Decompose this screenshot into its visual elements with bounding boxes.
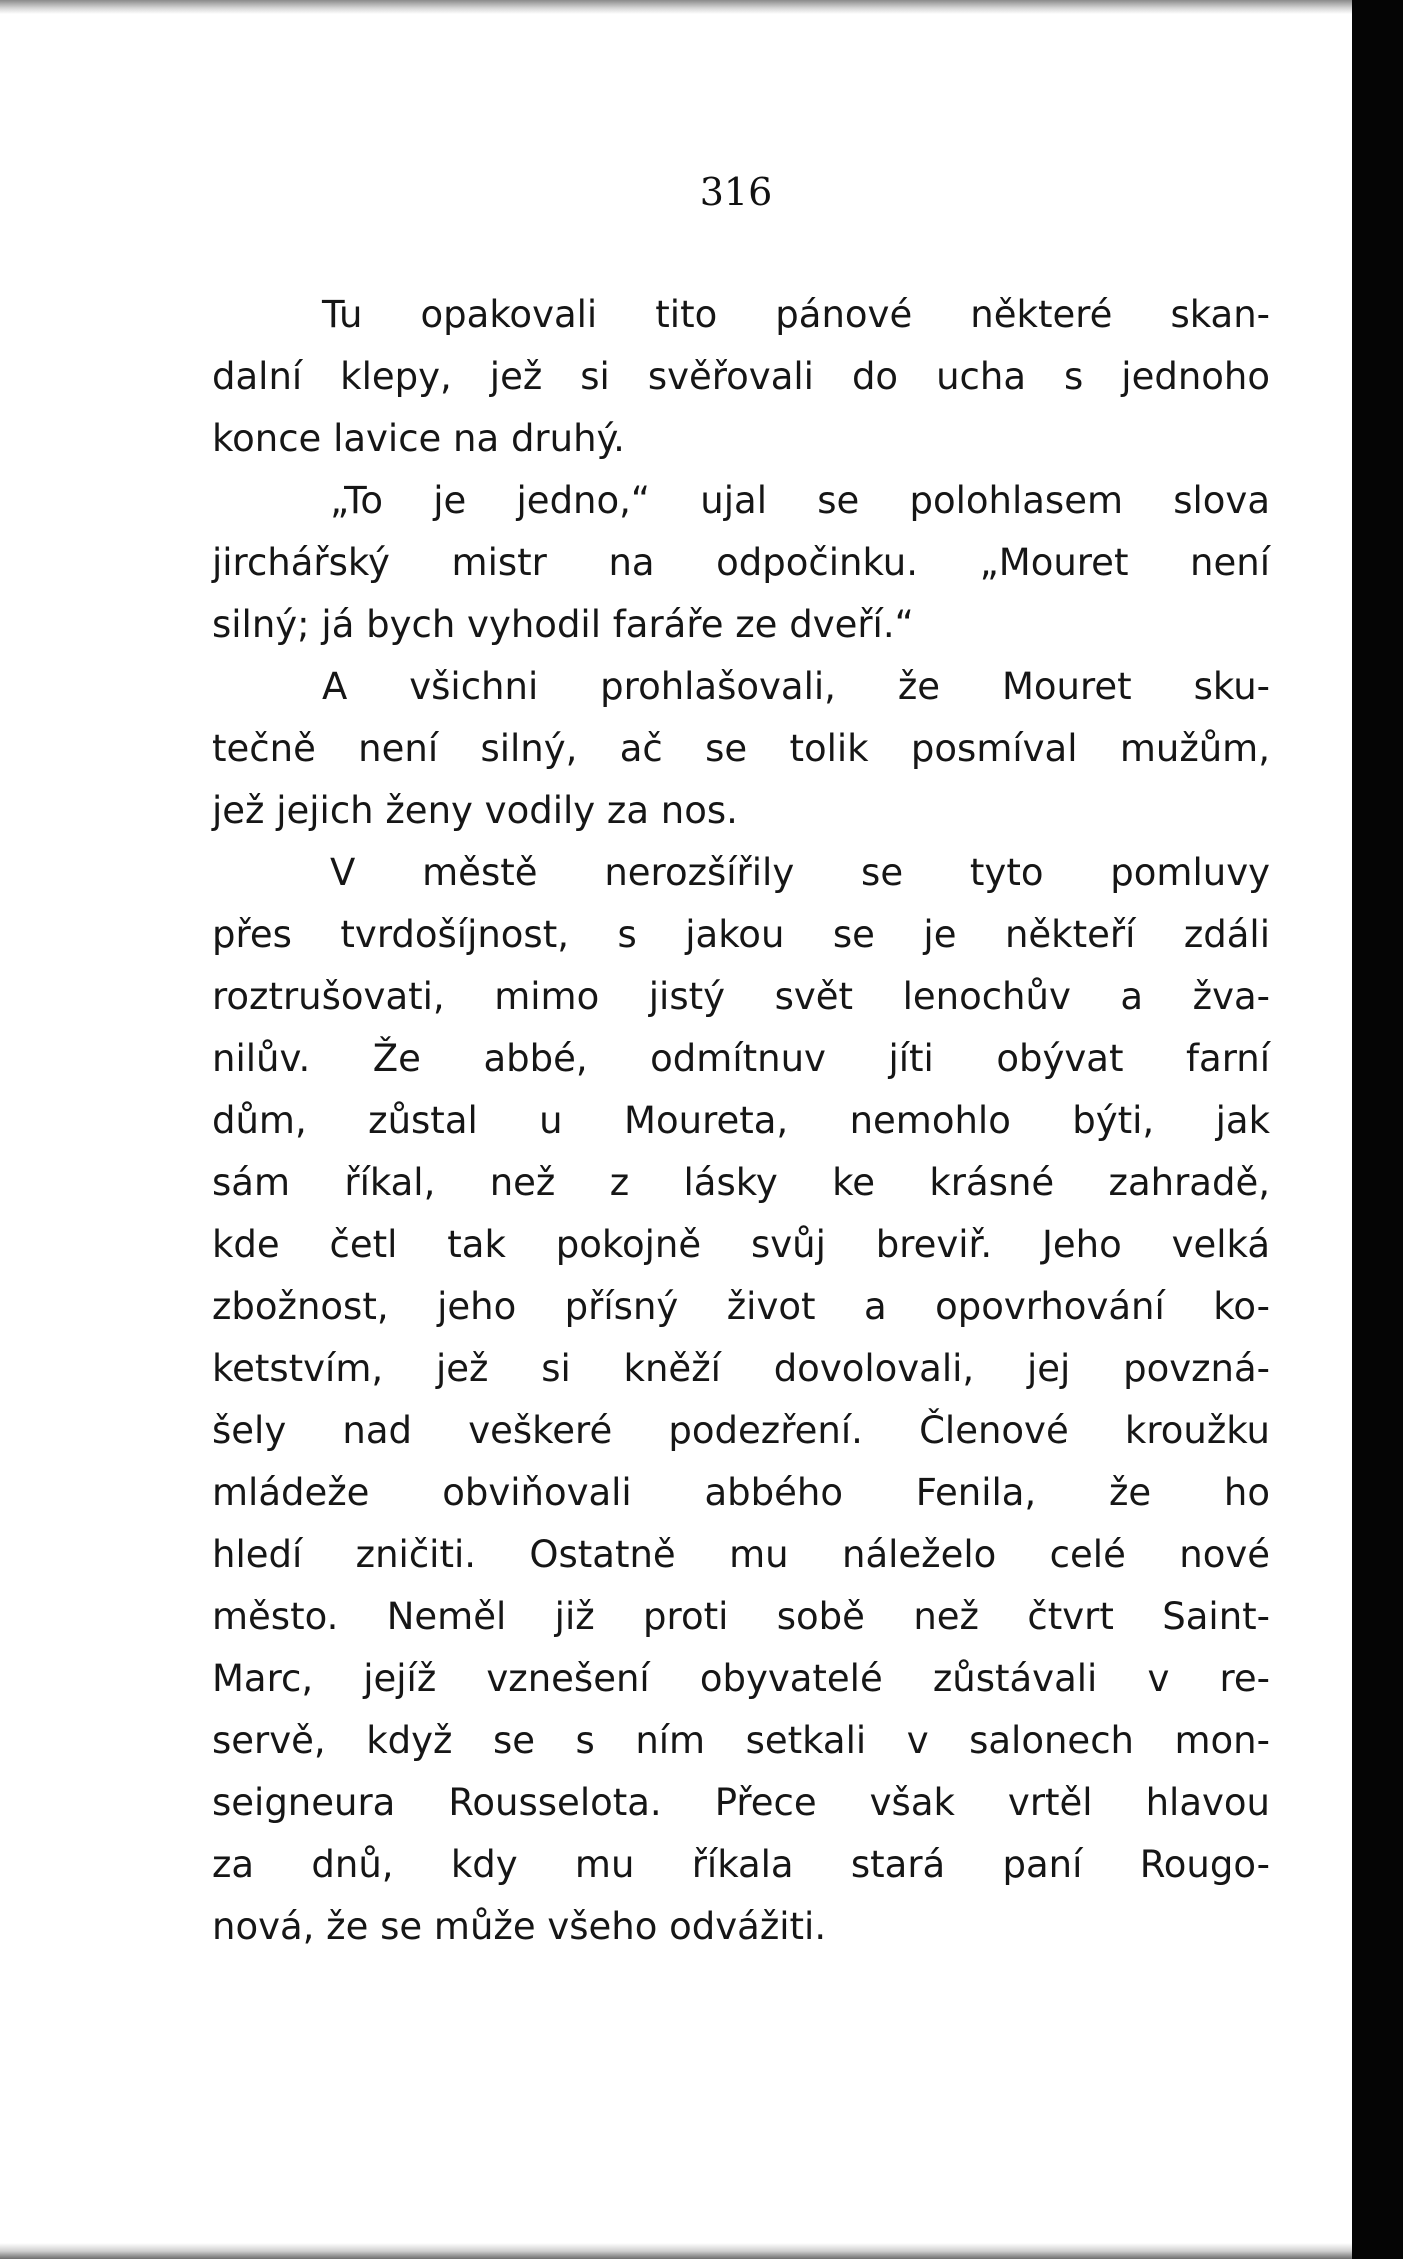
text-line: nilův. Že abbé, odmítnuv jíti obývat farní bbox=[212, 1037, 1270, 1080]
page-number: 316 bbox=[699, 170, 773, 214]
text-line: tečně není silný, ač se tolik posmíval mužům, bbox=[212, 727, 1270, 770]
text-line: dalní klepy, jež si svěřovali do ucha s jednoho bbox=[212, 355, 1270, 398]
text-line: Tu opakovali tito pánové některé skan- bbox=[322, 293, 1270, 336]
text-line: jež jejich ženy vodily za nos. bbox=[212, 789, 738, 832]
text-line: sám říkal, než z lásky ke krásné zahradě, bbox=[212, 1161, 1270, 1204]
text-line: kde četl tak pokojně svůj breviř. Jeho velká bbox=[212, 1223, 1270, 1266]
text-line: zbožnost, jeho přísný život a opovrhování ko- bbox=[212, 1285, 1270, 1328]
text-line: „To je jedno,“ ujal se polohlasem slova bbox=[330, 479, 1270, 522]
scan-bottom-shadow bbox=[0, 2243, 1352, 2259]
text-line: dům, zůstal u Moureta, nemohlo býti, jak bbox=[212, 1099, 1270, 1142]
text-line: seigneura Rousselota. Přece však vrtěl hlavou bbox=[212, 1781, 1270, 1824]
text-line: přes tvrdošíjnost, s jakou se je někteří zdáli bbox=[212, 913, 1270, 956]
text-line: V městě nerozšířily se tyto pomluvy bbox=[330, 851, 1270, 894]
text-line: šely nad veškeré podezření. Členové kroužku bbox=[212, 1409, 1270, 1452]
text-line: nová, že se může všeho odvážiti. bbox=[212, 1905, 827, 1948]
text-line: mládeže obviňovali abbého Fenila, že ho bbox=[212, 1471, 1270, 1514]
text-line: hledí zničiti. Ostatně mu náleželo celé nové bbox=[212, 1533, 1270, 1576]
scan-right-border bbox=[1352, 0, 1403, 2259]
text-line: jirchářský mistr na odpočinku. „Mouret není bbox=[212, 541, 1270, 584]
text-line: roztrušovati, mimo jistý svět lenochův a žva- bbox=[212, 975, 1270, 1018]
page-text bbox=[212, 284, 1270, 1958]
text-line: A všichni prohlašovali, že Mouret sku- bbox=[322, 665, 1270, 708]
scan-top-shadow bbox=[0, 0, 1352, 14]
text-line: ketstvím, jež si kněží dovolovali, jej povzná- bbox=[212, 1347, 1270, 1390]
text-line: servě, když se s ním setkali v salonech mon- bbox=[212, 1719, 1270, 1762]
text-line: Marc, jejíž vznešení obyvatelé zůstávali v re- bbox=[212, 1657, 1270, 1700]
text-line: konce lavice na druhý. bbox=[212, 417, 625, 460]
text-line: za dnů, kdy mu říkala stará paní Rougo- bbox=[212, 1843, 1270, 1886]
text-line: silný; já bych vyhodil faráře ze dveří.“ bbox=[212, 603, 914, 646]
text-line: město. Neměl již proti sobě než čtvrt Saint- bbox=[212, 1595, 1270, 1638]
